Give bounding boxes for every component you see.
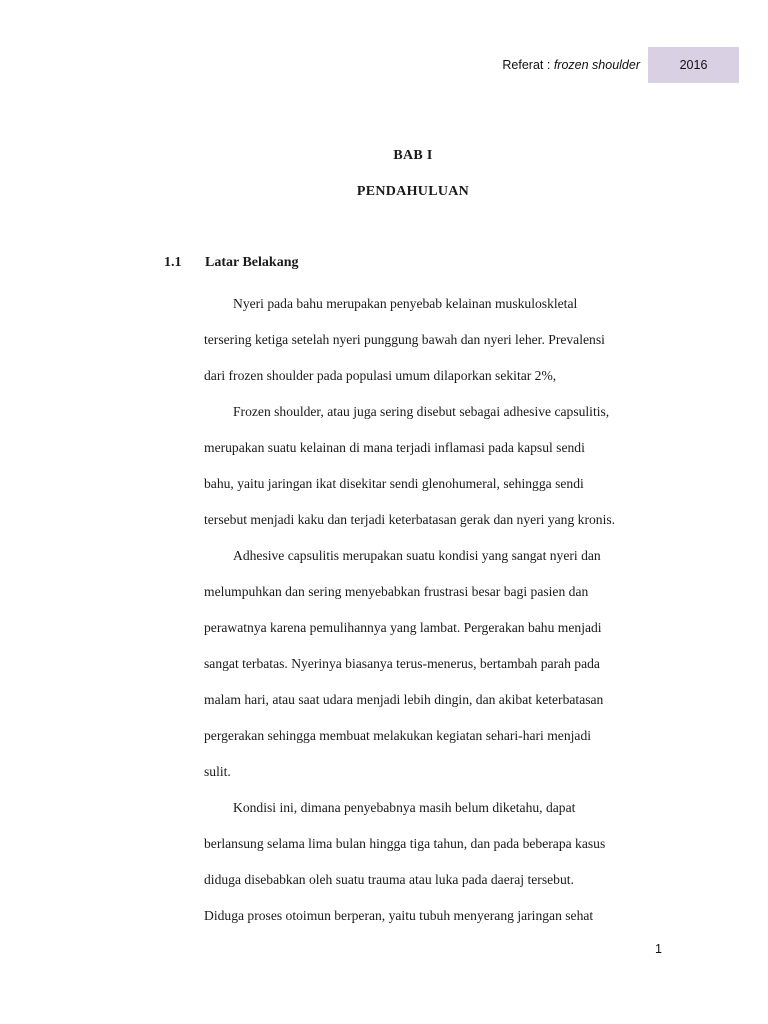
page-header (0, 47, 768, 83)
body-line: berlansung selama lima bulan hingga tiga tahun, dan pada beberapa kasus (204, 836, 606, 851)
chapter-title: PENDAHULUAN (356, 184, 470, 199)
body-line: tersering ketiga setelah nyeri punggung bawah dan nyeri leher. Prevalensi (204, 332, 605, 347)
section-number: 1.1 (164, 255, 182, 270)
body-line: melumpuhkan dan sering menyebabkan frustrasi besar bagi pasien dan (204, 584, 589, 599)
body-line: Frozen shoulder, atau juga sering disebut sebagai adhesive capsulitis, (233, 404, 610, 419)
body-line: pergerakan sehingga membuat melakukan kegiatan sehari-hari menjadi (204, 728, 592, 743)
header-label-topic: frozen shoulder (553, 58, 640, 72)
body-line: tersebut menjadi kaku dan terjadi keterbatasan gerak dan nyeri yang kronis. (204, 512, 616, 527)
header-year-badge: 2016 (648, 47, 739, 83)
body-line: Adhesive capsulitis merupakan suatu kondisi yang sangat nyeri dan (233, 548, 601, 563)
section-title: Latar Belakang (205, 255, 299, 270)
body-line: merupakan suatu kelainan di mana terjadi inflamasi pada kapsul sendi (204, 440, 585, 455)
body-text (204, 286, 674, 934)
body-line: dari frozen shoulder pada populasi umum dilaporkan sekitar 2%, (204, 368, 557, 383)
body-line: Diduga proses otoimun berperan, yaitu tubuh menyerang jaringan sehat (204, 908, 594, 923)
header-label-prefix: Referat : (502, 58, 554, 72)
body-line: sulit. (204, 764, 231, 779)
body-line: diduga disebabkan oleh suatu trauma atau luka pada daeraj tersebut. (204, 872, 574, 887)
body-line: Kondisi ini, dimana penyebabnya masih belum diketahu, dapat (233, 800, 576, 815)
body-line: malam hari, atau saat udara menjadi lebih dingin, dan akibat keterbatasan (204, 692, 604, 707)
page-number: 1 (655, 942, 662, 956)
body-line: perawatnya karena pemulihannya yang lambat. Pergerakan bahu menjadi (204, 620, 602, 635)
section-heading (164, 255, 298, 271)
header-label (502, 47, 640, 83)
body-line: sangat terbatas. Nyerinya biasanya terus-menerus, bertambah parah pada (204, 656, 600, 671)
body-line: bahu, yaitu jaringan ikat disekitar sendi glenohumeral, sehingga sendi (204, 476, 584, 491)
body-line: Nyeri pada bahu merupakan penyebab kelainan muskuloskletal (233, 296, 578, 311)
chapter-number: BAB I (393, 148, 433, 163)
